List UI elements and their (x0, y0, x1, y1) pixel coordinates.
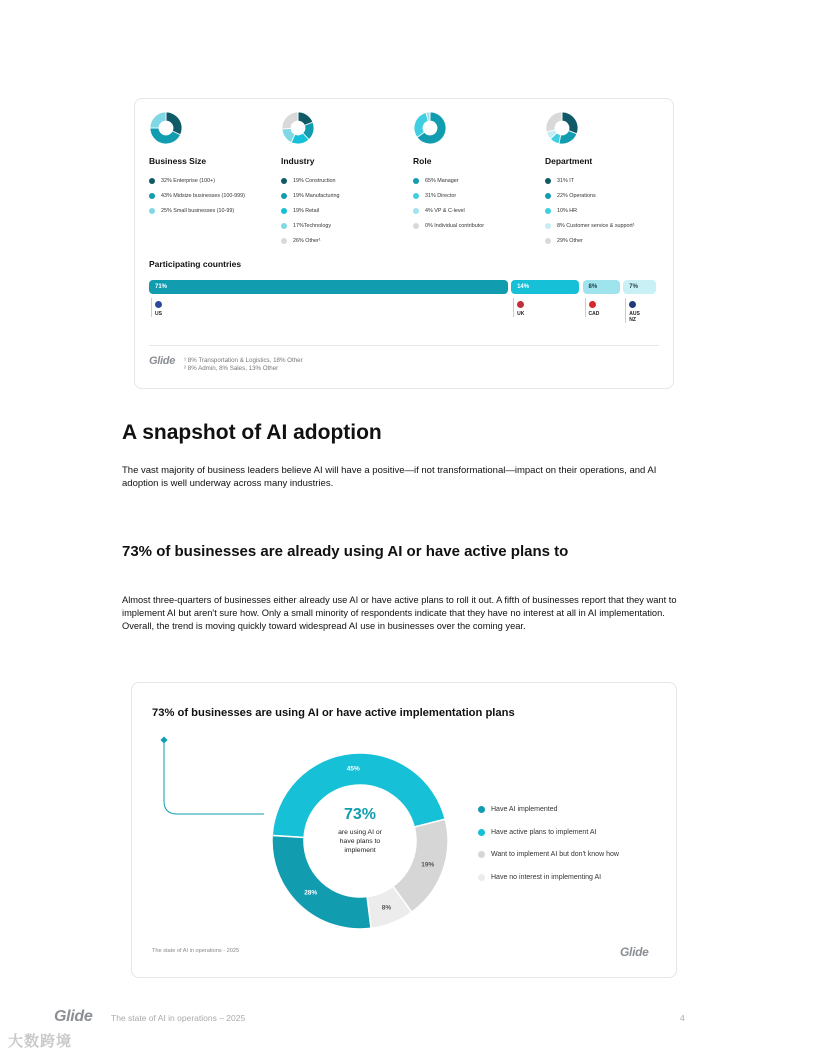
column-title: Business Size (149, 156, 207, 166)
legend-dot-icon (478, 874, 485, 881)
legend-label: 65% Manager (425, 177, 459, 184)
divider (149, 345, 659, 346)
country-bar: 71% (149, 280, 508, 294)
legend-dot-icon (478, 829, 485, 836)
legend-item (545, 203, 670, 218)
chart-title: 73% of businesses are using AI or have active implementation plans (152, 707, 515, 719)
legend-label: 31% IT (557, 177, 575, 184)
intro-paragraph: The vast majority of business leaders believe AI will have a positive—if not transformational—impact on their operations, and AI adoption is well underway across many industries. (122, 465, 657, 489)
country-flag (513, 298, 524, 317)
legend-item (545, 218, 670, 233)
slice-value-label: 19% (421, 861, 435, 869)
column-title: Department (545, 156, 593, 166)
footnotes (184, 357, 303, 373)
legend-item (413, 218, 538, 233)
slice-value-label: 45% (346, 765, 360, 773)
legend-dot-icon (545, 193, 551, 199)
legend-dot-icon (478, 851, 485, 858)
chart-legend-item (478, 829, 596, 836)
legend-label: 31% Director (425, 192, 457, 199)
legend-item (281, 233, 406, 248)
legend-item (545, 233, 670, 248)
demographic-column (281, 111, 406, 248)
country-code: NZ (629, 317, 636, 323)
legend-dot-icon (149, 193, 155, 199)
legend-item (413, 173, 538, 188)
legend-dot-icon (149, 208, 155, 214)
legend-dot-icon (413, 178, 419, 184)
country-flag (625, 298, 640, 323)
slice-value-label: 8% (381, 904, 392, 912)
country-code: UK (517, 311, 525, 317)
legend-label: 19% Retail (293, 207, 320, 214)
legend-dot-icon (281, 193, 287, 199)
center-text: are using AI or have plans to implement (338, 829, 382, 854)
mini-donut-slice (546, 112, 562, 132)
legend-label: Want to implement AI but don't know how (491, 851, 619, 858)
country-bar: 7% (623, 280, 656, 294)
glide-logo: Glide (620, 945, 649, 959)
flag-icon (155, 301, 162, 308)
legend-item (149, 173, 274, 188)
mini-donut-chart (149, 111, 183, 145)
legend-item (281, 173, 406, 188)
legend-item (545, 188, 670, 203)
legend-label: 29% Other (557, 237, 583, 244)
legend-dot-icon (281, 178, 287, 184)
legend-dot-icon (478, 806, 485, 813)
legend-dot-icon (281, 223, 287, 229)
country-flag (585, 298, 600, 317)
country-code: CAD (588, 311, 600, 317)
chart-legend-item (478, 851, 619, 858)
connector-diamond (160, 736, 167, 743)
legend-label: 19% Construction (293, 177, 336, 184)
page-number: 4 (680, 1013, 685, 1023)
center-value: 73% (343, 806, 377, 823)
legend-dot-icon (545, 178, 551, 184)
legend-label: 0% Individual contributor (425, 222, 485, 229)
footer-logo: Glide (54, 1008, 93, 1025)
legend-label: 25% Small businesses (10-99) (161, 207, 235, 214)
mini-donut-slice (559, 131, 577, 144)
flag-icon (629, 301, 636, 308)
mini-donut-chart (545, 111, 579, 145)
column-title: Industry (281, 156, 315, 166)
section-subheading: 73% of businesses are already using AI or have active plans to (122, 543, 569, 560)
legend-item (545, 173, 670, 188)
mini-donut-chart (281, 111, 315, 145)
legend-label: 17%Technology (293, 222, 332, 229)
legend-item (281, 188, 406, 203)
country-bar: 8% (583, 280, 621, 294)
footnote-1: ¹ 8% Transportation & Logistics, 18% Other (184, 357, 303, 364)
footnote-2: ² 8% Admin, 8% Sales, 13% Other (184, 365, 279, 372)
legend-dot-icon (413, 208, 419, 214)
legend-dot-icon (413, 223, 419, 229)
legend-dot-icon (413, 193, 419, 199)
body-paragraph: Almost three-quarters of businesses either already use AI or have active plans to roll it out. A fifth of businesses report that they want to implement AI but aren't sure how. Only a small minority of respondents indicate that they have no interest at all in AI implementation. Overall, the trend is moving quickly toward widespread AI use in businesses over the coming year. (122, 595, 677, 631)
chart-legend-item (478, 874, 601, 881)
legend-dot-icon (545, 208, 551, 214)
demographic-column (413, 111, 538, 233)
legend-dot-icon (281, 238, 287, 244)
legend-item (281, 218, 406, 233)
demographics-card (134, 98, 674, 389)
legend-item (413, 188, 538, 203)
legend-dot-icon (545, 238, 551, 244)
legend-dot-icon (281, 208, 287, 214)
watermark: 大数跨境 (8, 1033, 73, 1050)
glide-logo: Glide (149, 355, 176, 367)
column-title: Role (413, 156, 432, 166)
countries-title: Participating countries (149, 259, 242, 269)
demographic-column (149, 111, 274, 218)
country-flag (151, 298, 162, 317)
chart-legend-item (478, 806, 558, 813)
flag-icon (517, 301, 524, 308)
legend-label: 32% Enterprise (100+) (161, 177, 216, 184)
chart-source: The state of AI in operations - 2025 (152, 948, 240, 954)
slice-value-label: 28% (304, 889, 318, 897)
footer-text: The state of AI in operations – 2025 (111, 1013, 246, 1023)
legend-label: 19% Manufacturing (293, 192, 340, 199)
mini-donut-slice (282, 112, 298, 129)
adoption-chart-card (131, 682, 677, 978)
mini-donut-slice (150, 112, 166, 128)
country-code: US (155, 311, 162, 317)
legend-label: Have AI implemented (491, 806, 558, 813)
decorative-connector-line (164, 740, 264, 814)
legend-label: 43% Midsize businesses (100-999) (161, 192, 245, 199)
legend-label: 26% Other¹ (293, 237, 321, 244)
flag-icon (589, 301, 596, 308)
legend-dot-icon (545, 223, 551, 229)
legend-label: 22% Operations (557, 192, 596, 199)
legend-item (413, 203, 538, 218)
legend-label: 4% VP & C-level (425, 207, 465, 214)
country-code: AUS (629, 311, 640, 317)
country-bar: 14% (511, 280, 579, 294)
legend-label: Have no interest in implementing AI (491, 873, 602, 881)
mini-donut-slice (562, 112, 578, 134)
legend-label: 10% HR (557, 207, 578, 214)
legend-label: Have active plans to implement AI (491, 828, 597, 836)
legend-item (149, 203, 274, 218)
legend-label: 8% Customer service & support¹ (557, 222, 635, 229)
section-heading: A snapshot of AI adoption (122, 421, 382, 444)
legend-dot-icon (149, 178, 155, 184)
legend-item (149, 188, 274, 203)
legend-item (281, 203, 406, 218)
mini-donut-chart (413, 111, 447, 145)
demographic-column (545, 111, 670, 248)
